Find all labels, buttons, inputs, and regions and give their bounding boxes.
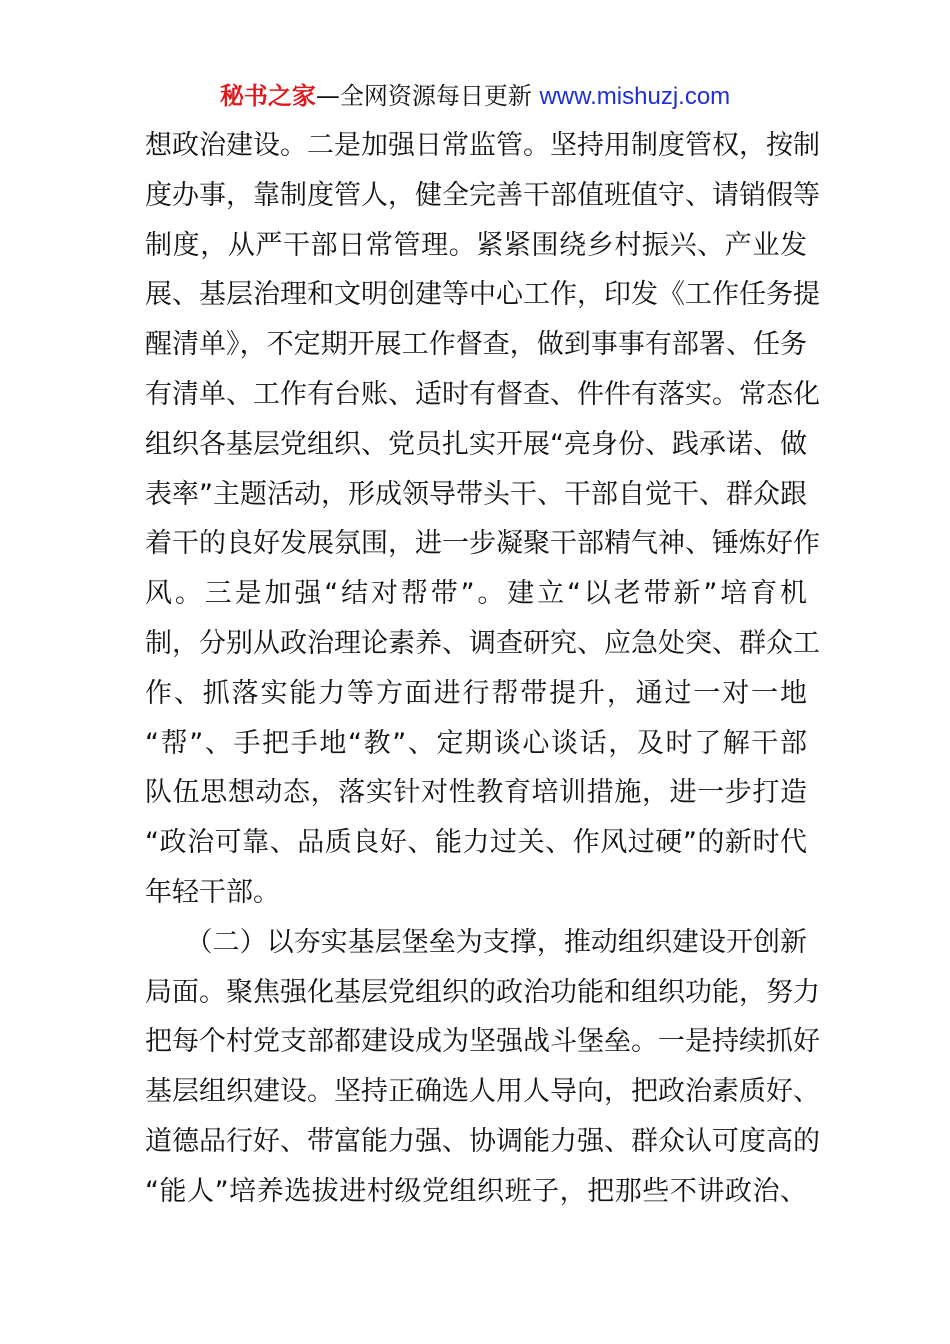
text-line: “能人”培养选拔进村级党组织班子，把那些不讲政治、 — [145, 1175, 807, 1207]
text-line: 制度，从严干部日常管理。紧紧围绕乡村振兴、产业发 — [145, 229, 807, 261]
text-line: 把每个村党支部都建设成为坚强战斗堡垒。一是持续抓好 — [145, 1026, 820, 1058]
text-line: 年轻干部。 — [145, 876, 280, 908]
site-tagline: —全网资源每日更新 — [315, 82, 540, 110]
text-line: 局面。聚焦强化基层党组织的政治功能和组织功能，努力 — [145, 976, 820, 1008]
text-line: 队伍思想动态，落实针对性教育培训措施，进一步打造 — [145, 777, 807, 809]
text-line: （二）以夯实基层堡垒为支撑，推动组织建设开创新 — [145, 926, 807, 958]
text-line: “政治可靠、品质良好、能力过关、作风过硬”的新时代 — [145, 827, 807, 859]
text-line: 醒清单》，不定期开展工作督查，做到事事有部署、任务 — [145, 329, 807, 361]
text-line: 想政治建设。二是加强日常监管。坚持用制度管权，按制 — [145, 130, 820, 161]
text-line: 作、抓落实能力等方面进行帮带提升，通过一对一地 — [145, 677, 807, 709]
site-header — [0, 80, 950, 113]
text-line: “帮”、手把手地“教”、定期谈心谈话，及时了解干部 — [145, 727, 807, 759]
text-line: 有清单、工作有台账、适时有督查、件件有落实。常态化 — [145, 378, 820, 410]
text-line: 基层组织建设。坚持正确选人用人导向，把政治素质好、 — [145, 1076, 820, 1108]
document-body — [145, 121, 820, 1217]
text-line: 表率”主题活动，形成领导带头干、干部自觉干、群众跟 — [145, 478, 807, 510]
text-line: 度办事，靠制度管人，健全完善干部值班值守、请销假等 — [145, 179, 820, 211]
text-line: 道德品行好、带富能力强、协调能力强、群众认可度高的 — [145, 1125, 820, 1157]
text-line: 着干的良好发展氛围，进一步凝聚干部精气神、锤炼好作 — [145, 528, 820, 560]
text-line: 组织各基层党组织、党员扎实开展“亮身份、践承诺、做 — [145, 428, 807, 460]
text-line: 展、基层治理和文明创建等中心工作，印发《工作任务提 — [145, 279, 820, 311]
site-url[interactable]: www.mishuzj.com — [539, 83, 731, 110]
text-line: 制，分别从政治理论素养、调查研究、应急处突、群众工 — [145, 627, 820, 659]
text-line: 风。三是加强“结对帮带”。建立“以老带新”培育机 — [145, 578, 807, 610]
site-brand: 秘书之家 — [219, 82, 316, 110]
